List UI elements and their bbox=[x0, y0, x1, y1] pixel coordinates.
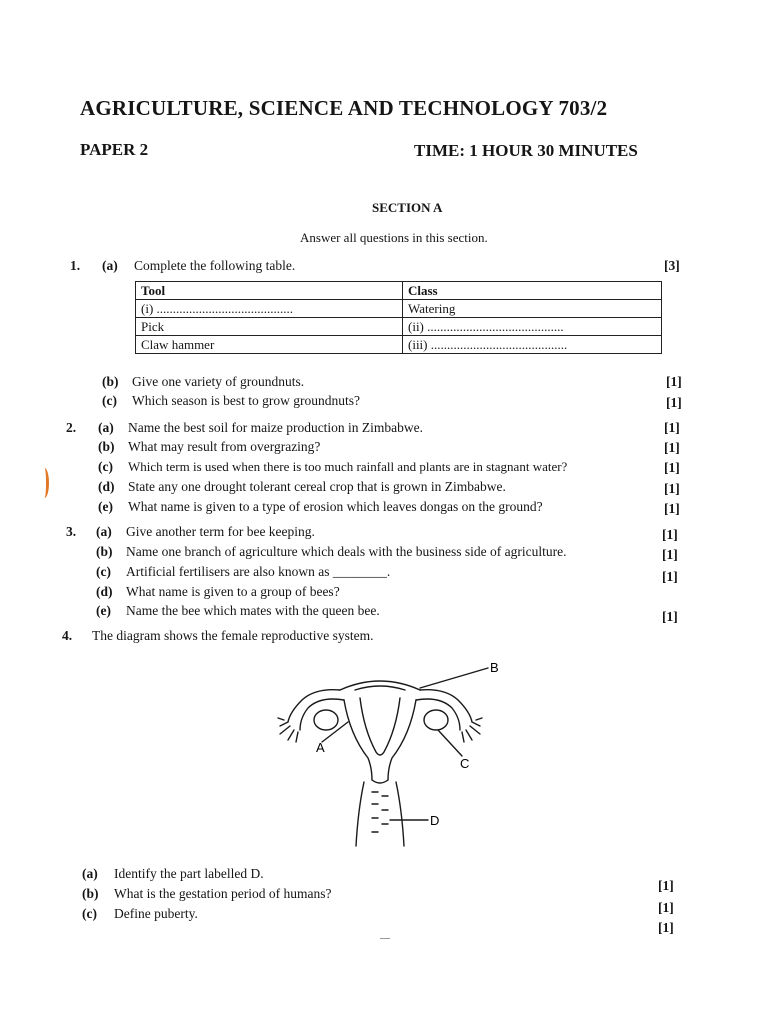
left-fallopian-tube-lower bbox=[300, 699, 344, 730]
diagram-label-a: A bbox=[316, 740, 325, 755]
q2d-mark: [1] bbox=[664, 481, 680, 496]
q2d-label: (d) bbox=[98, 479, 115, 494]
q1b-text: Give one variety of groundnuts. bbox=[132, 374, 305, 389]
q3e-text: Name the bee which mates with the queen bee. bbox=[126, 603, 380, 618]
table-row bbox=[136, 300, 662, 318]
vagina-right-wall bbox=[396, 782, 404, 846]
table-cell: Pick bbox=[136, 318, 403, 336]
section-instruction: Answer all questions in this section. bbox=[300, 230, 488, 245]
paper-number: PAPER 2 bbox=[80, 140, 149, 159]
q2b-mark: [1] bbox=[664, 440, 680, 455]
left-ovary bbox=[314, 710, 338, 730]
q2d-text: State any one drought tolerant cereal crop that is grown in Zimbabwe. bbox=[128, 479, 506, 494]
q2a-label: (a) bbox=[98, 420, 114, 435]
paper-title: AGRICULTURE, SCIENCE AND TECHNOLOGY 703/2 bbox=[80, 96, 608, 120]
q2-number: 2. bbox=[66, 420, 77, 435]
table-header-row bbox=[136, 282, 662, 300]
diagram-label-b: B bbox=[490, 660, 499, 675]
table-cell: Watering bbox=[403, 300, 662, 318]
q2e-mark: [1] bbox=[664, 501, 680, 516]
q3-number: 3. bbox=[66, 524, 77, 539]
q4-number: 4. bbox=[62, 628, 73, 643]
right-fallopian-tube bbox=[420, 690, 472, 722]
q3b-text: Name one branch of agriculture which deals with the business side of agriculture. bbox=[126, 544, 567, 559]
leader-line-b bbox=[420, 668, 488, 688]
uterine-fundus-inner bbox=[355, 686, 405, 690]
q2b-label: (b) bbox=[98, 439, 115, 454]
right-fallopian-tube-lower bbox=[416, 699, 460, 730]
q3e-label: (e) bbox=[96, 603, 111, 618]
q4b-mark: [1] bbox=[658, 900, 674, 915]
q2c-label: (c) bbox=[98, 459, 113, 474]
q4c-label: (c) bbox=[82, 906, 97, 921]
table-row bbox=[136, 336, 662, 354]
vagina-left-wall bbox=[356, 782, 364, 846]
left-fimbriae bbox=[278, 718, 298, 742]
page-footer-dash bbox=[380, 938, 390, 939]
cervix bbox=[372, 780, 388, 783]
q4b-text: What is the gestation period of humans? bbox=[114, 886, 332, 901]
q4c-text: Define puberty. bbox=[114, 906, 198, 921]
vaginal-rugae bbox=[372, 792, 388, 832]
q4b-label: (b) bbox=[82, 886, 99, 901]
section-title: SECTION A bbox=[372, 200, 443, 215]
q4-text: The diagram shows the female reproductive system. bbox=[92, 628, 374, 643]
q1a-text: Complete the following table. bbox=[134, 258, 296, 273]
q1b-mark: [1] bbox=[666, 374, 682, 389]
table-cell: (ii) .......................................... bbox=[403, 318, 662, 336]
table-cell: (i) .......................................... bbox=[136, 300, 403, 318]
q2b-text: What may result from overgrazing? bbox=[128, 439, 321, 454]
q1c-mark: [1] bbox=[666, 395, 682, 410]
q2a-mark: [1] bbox=[664, 420, 680, 435]
q3b-label: (b) bbox=[96, 544, 113, 559]
q3d-text: What name is given to a group of bees? bbox=[126, 584, 340, 599]
q3c-label: (c) bbox=[96, 564, 111, 579]
right-ovary bbox=[424, 710, 448, 730]
leader-line-c bbox=[438, 730, 462, 756]
uterus-wall-right bbox=[388, 700, 416, 780]
table-header-class: Class bbox=[403, 282, 662, 300]
q1-number: 1. bbox=[70, 258, 81, 273]
q3a-label: (a) bbox=[96, 524, 112, 539]
q4a-label: (a) bbox=[82, 866, 98, 881]
q3c-text: Artificial fertilisers are also known as ________. bbox=[126, 564, 391, 579]
q1a-mark: [3] bbox=[664, 258, 680, 273]
table-cell: (iii) .......................................... bbox=[403, 336, 662, 354]
diagram-label-d: D bbox=[430, 813, 440, 828]
time-allowed: TIME: 1 HOUR 30 MINUTES bbox=[414, 141, 638, 160]
page-edge-mark bbox=[40, 468, 49, 498]
uterus-wall-left bbox=[344, 700, 372, 780]
q4a-text: Identify the part labelled D. bbox=[114, 866, 264, 881]
q4c-mark: [1] bbox=[658, 920, 674, 935]
diagram-label-c: C bbox=[460, 756, 470, 771]
q2e-text: What name is given to a type of erosion which leaves dongas on the ground? bbox=[128, 499, 543, 514]
q3e-mark: [1] bbox=[662, 609, 678, 624]
leader-line-a bbox=[322, 722, 348, 742]
tools-table bbox=[135, 281, 662, 354]
q3a-text: Give another term for bee keeping. bbox=[126, 524, 315, 539]
q2c-mark: [1] bbox=[664, 460, 680, 475]
q1b-label: (b) bbox=[102, 374, 119, 389]
q1a-label: (a) bbox=[102, 258, 118, 273]
female-reproductive-system-diagram bbox=[260, 660, 500, 856]
q1c-label: (c) bbox=[102, 393, 117, 408]
table-row bbox=[136, 318, 662, 336]
table-cell: Claw hammer bbox=[136, 336, 403, 354]
q2a-text: Name the best soil for maize production in Zimbabwe. bbox=[128, 420, 424, 435]
right-fimbriae bbox=[462, 718, 482, 742]
q4a-mark: [1] bbox=[658, 878, 674, 893]
q3b-mark: [1] bbox=[662, 547, 678, 562]
uterine-cavity bbox=[360, 698, 400, 755]
q3c-mark: [1] bbox=[662, 569, 678, 584]
q3d-label: (d) bbox=[96, 584, 113, 599]
q2e-label: (e) bbox=[98, 499, 113, 514]
table-header-tool: Tool bbox=[136, 282, 403, 300]
q2c-text: Which term is used when there is too much rainfall and plants are in stagnant water? bbox=[128, 459, 568, 474]
q3a-mark: [1] bbox=[662, 527, 678, 542]
q1c-text: Which season is best to grow groundnuts? bbox=[132, 393, 360, 408]
